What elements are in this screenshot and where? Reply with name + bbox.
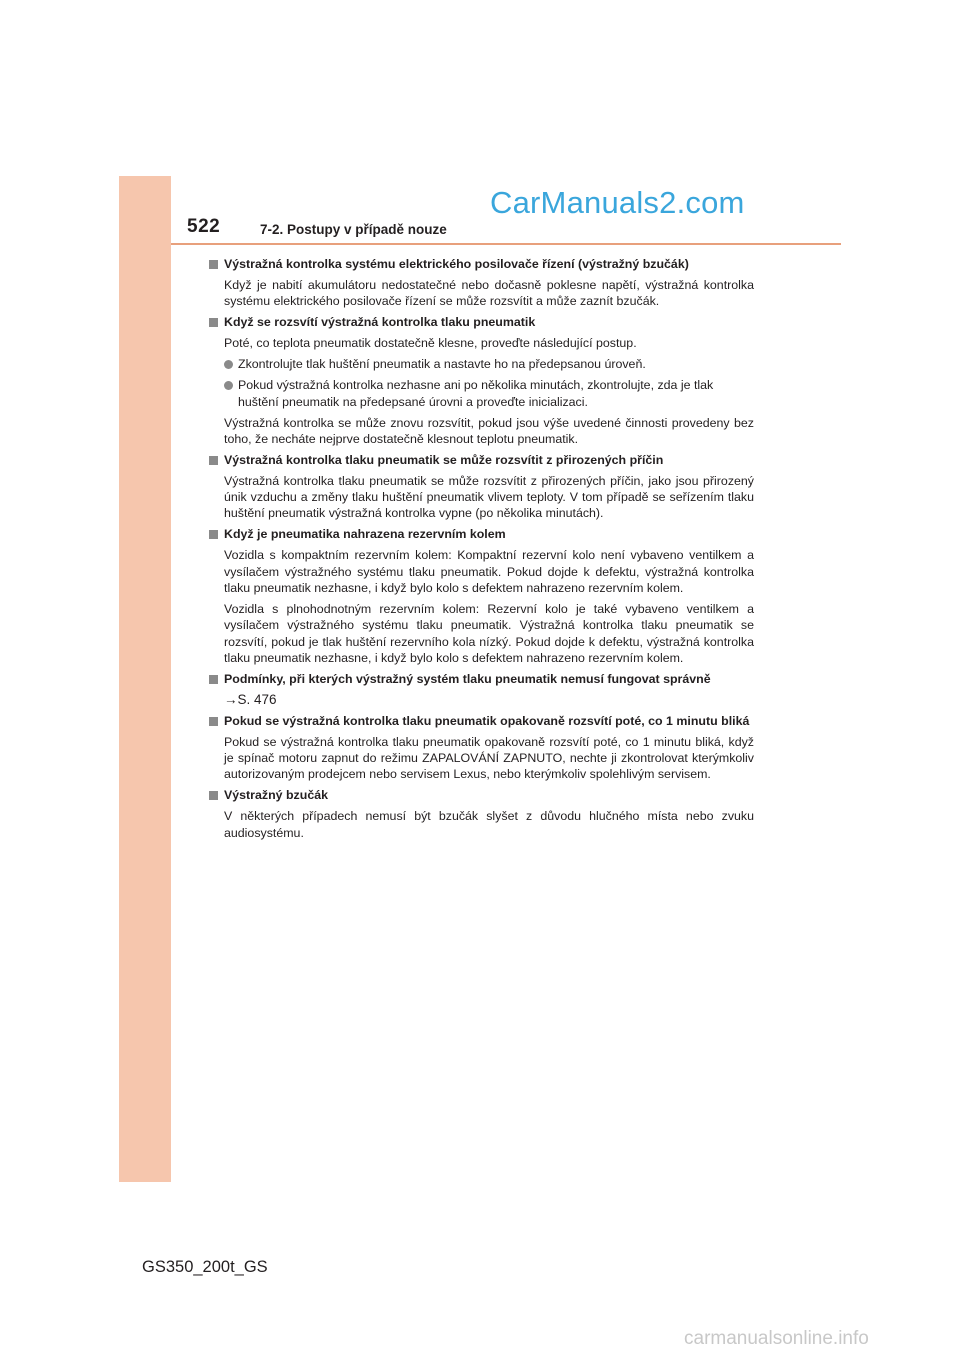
- list-item: [238, 356, 754, 372]
- list-item-text: Zkontrolujte tlak huštění pneumatik a nastavte ho na předepsanou úroveň.: [238, 357, 646, 372]
- square-bullet-icon: [209, 791, 218, 800]
- list-item-text: Pokud výstražná kontrolka nezhasne ani po několika minutách, zkontrolujte, zda je tlak huštění pneumatik na předepsané úrovni a proveďte inicializaci.: [238, 378, 714, 409]
- square-bullet-icon: [209, 717, 218, 726]
- page-header: [0, 0, 960, 250]
- square-bullet-icon: [209, 675, 218, 684]
- paragraph: Když je nabití akumulátoru nedostatečné nebo dočasně poklesne napětí, výstražná kontrolka systému elektrického posilovače řízení se může rozsvítit a může zaznít bzučák.: [224, 277, 754, 309]
- section-heading: [208, 256, 754, 272]
- paragraph: Pokud se výstražná kontrolka tlaku pneumatik opakovaně rozsvítí poté, co 1 minutu bliká, když je spínač motoru zapnut do režimu ZAPALOVÁNÍ ZAPNUTO, nechte ji zkontrolovat kterýmkoliv autorizovaným prodejcem nebo servisem Lexus, nebo kterýmkoliv spolehlivým servisem.: [224, 734, 754, 782]
- section-heading: [208, 713, 754, 729]
- section-heading: [208, 526, 754, 542]
- page-reference-link[interactable]: →S. 476: [224, 691, 277, 707]
- heading-text: Když je pneumatika nahrazena rezervním kolem: [224, 527, 506, 542]
- circle-bullet-icon: [224, 360, 233, 369]
- square-bullet-icon: [209, 456, 218, 465]
- heading-text: Výstražná kontrolka tlaku pneumatik se může rozsvítit z přirozených příčin: [224, 452, 664, 467]
- section-title: 7-2. Postupy v případě nouze: [260, 222, 447, 237]
- footer-site-watermark[interactable]: carmanualsonline.info: [684, 1328, 869, 1349]
- square-bullet-icon: [209, 530, 218, 539]
- heading-text: Když se rozsvítí výstražná kontrolka tlaku pneumatik: [224, 315, 536, 330]
- page-content: [208, 256, 754, 841]
- watermark-logo[interactable]: CarManuals2.com: [490, 185, 745, 220]
- paragraph: Poté, co teplota pneumatik dostatečně klesne, proveďte následující postup.: [224, 336, 637, 351]
- paragraph: V některých případech nemusí být bzučák slyšet z důvodu hlučného místa nebo zvuku audiosystému.: [224, 809, 754, 840]
- section-heading: [208, 314, 754, 330]
- list-item: [238, 377, 754, 410]
- paragraph: Vozidla s plnohodnotným rezervním kolem: Rezervní kolo je také vybaveno ventilkem a vysílačem výstražného systému tlaku pneumatik. Výstražná kontrolka tlaku pneumatik se rozsvítí, pokud je tlak huštění rezervního kola nízký. Pokud dojde k defektu, výstražná kontrolka tlaku pneumatik nezhasne, i když bylo kolo s defektem nahrazeno rezervním kolem.: [224, 601, 754, 665]
- section-heading: [208, 787, 754, 803]
- circle-bullet-icon: [224, 381, 233, 390]
- heading-text: Podmínky, při kterých výstražný systém tlaku pneumatik nemusí fungovat správně: [224, 671, 711, 686]
- paragraph: Výstražná kontrolka se může znovu rozsvítit, pokud jsou výše uvedené činnosti provedeny bez toho, že necháte nejprve dostatečně klesnout teplotu pneumatik.: [224, 415, 754, 446]
- paragraph: Výstražná kontrolka tlaku pneumatik se může rozsvítit z přirozených příčin, jako jsou přirozený únik vzduchu a změny tlaku huštění pneumatik vlivem teploty. V tom případě se seřízením tlaku huštění pneumatik výstražná kontrolka vypne (po několika minutách).: [224, 473, 754, 521]
- section-heading: [208, 452, 754, 468]
- heading-text: Výstražný bzučák: [224, 788, 328, 803]
- square-bullet-icon: [209, 318, 218, 327]
- paragraph: Vozidla s kompaktním rezervním kolem: Kompaktní rezervní kolo není vybaveno ventilkem a vysílačem výstražného systému tlaku pneumatik. Pokud dojde k defektu, výstražná kontrolka tlaku pneumatik nezhasne, i když bylo kolo s defektem nahrazeno rezervním kolem.: [224, 548, 754, 595]
- square-bullet-icon: [209, 260, 218, 269]
- heading-text: Výstražná kontrolka systému elektrického posilovače řízení (výstražný bzučák): [224, 257, 689, 271]
- heading-text: Pokud se výstražná kontrolka tlaku pneumatik opakovaně rozsvítí poté, co 1 minutu bliká: [224, 713, 750, 728]
- chapter-side-tab: [119, 176, 171, 1182]
- footer-model-code: GS350_200t_GS: [142, 1258, 268, 1276]
- section-heading: [208, 671, 754, 687]
- page-number: 522: [187, 216, 221, 237]
- header-divider: [171, 243, 841, 245]
